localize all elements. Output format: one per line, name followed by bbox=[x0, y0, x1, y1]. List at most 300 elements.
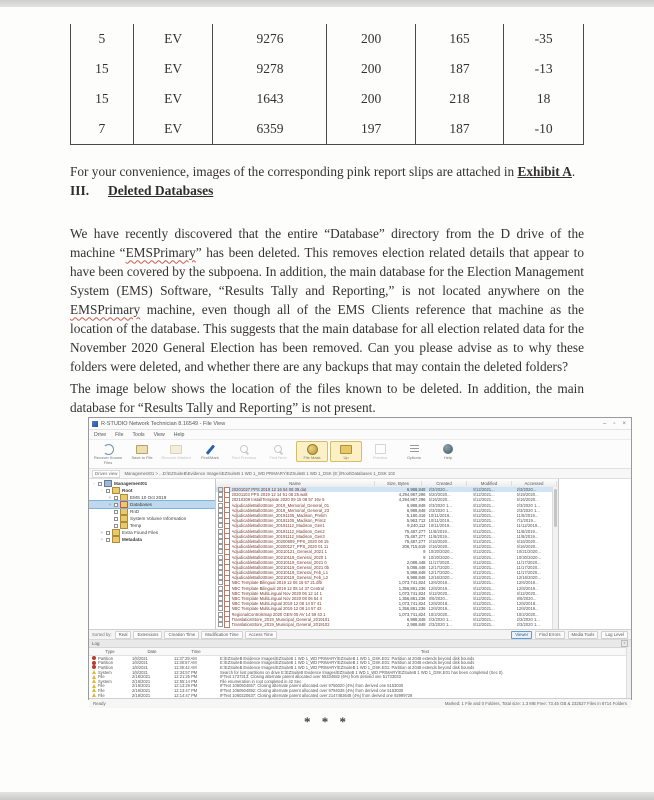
file-accessed: 2/3/2020 1... bbox=[516, 616, 540, 622]
file-name: AdjudicableBallotStore_2019_Memorial_General_01 bbox=[231, 502, 330, 508]
file-created: 12/17/2020... bbox=[428, 564, 453, 570]
file-size: 9,240,112 bbox=[407, 523, 426, 529]
toolbar-button-find-next[interactable] bbox=[262, 441, 294, 462]
file-modified: 4/12/2021... bbox=[472, 492, 495, 498]
log-col-text[interactable]: Text bbox=[421, 649, 429, 654]
magnifier-icon bbox=[238, 443, 250, 455]
table-row bbox=[71, 24, 584, 54]
file-name: AdjudicableBallotStore_20200609_PPS_2020 06 15 bbox=[231, 538, 329, 544]
file-modified: 4/12/2021... bbox=[472, 523, 495, 529]
status-bar bbox=[89, 699, 631, 708]
log-text: IFText 1737313: Closing alternate parent allocated over 55334682 (6%) from derived one 51733033 bbox=[220, 674, 401, 680]
file-name: AdjudicableBallotStore_20191112_Madison_Gen2 bbox=[231, 528, 325, 534]
file-modified: 4/12/2021... bbox=[472, 611, 495, 617]
sort-tab-creation-time[interactable]: Creation Time bbox=[164, 631, 199, 639]
tree-expander-icon[interactable]: + bbox=[100, 537, 104, 542]
table-cell: 165 bbox=[415, 24, 503, 54]
file-accessed: 2/3/2020 1... bbox=[516, 507, 540, 513]
emsprimary-token-1: EMSPrimary bbox=[125, 245, 196, 261]
tree-checkbox[interactable] bbox=[106, 531, 110, 535]
sort-tab-real[interactable]: Real bbox=[115, 631, 132, 639]
file-size: 4,294,967,296 bbox=[398, 492, 426, 498]
file-accessed: 5/16/2020... bbox=[516, 497, 539, 503]
file-created: 10/2/2020... bbox=[428, 611, 451, 617]
folder-tree-pane bbox=[89, 479, 216, 629]
file-size: 6,988,848 bbox=[406, 575, 426, 581]
tree-item-label: Temp bbox=[130, 523, 142, 528]
tree-checkbox[interactable] bbox=[98, 482, 102, 486]
file-size: 1,356,861,236 bbox=[398, 596, 426, 602]
toolbar-button-preview[interactable] bbox=[364, 441, 396, 462]
warning-icon bbox=[92, 684, 96, 688]
file-modified: 4/12/2021... bbox=[472, 570, 495, 576]
file-size: 1,073,741,824 bbox=[398, 580, 426, 586]
sort-tab-access-time[interactable]: Access Time bbox=[245, 631, 277, 639]
file-modified: 4/12/2021... bbox=[472, 497, 495, 503]
table-cell: 6359 bbox=[213, 114, 327, 145]
folder-icon bbox=[120, 494, 128, 501]
panel-icon bbox=[374, 443, 386, 455]
warning-icon bbox=[92, 670, 96, 674]
file-name: AdjudicableBallotStore_2019_Memorial_General_23 bbox=[231, 507, 330, 513]
filter-chip-log-level[interactable]: Log Level bbox=[601, 631, 628, 639]
table-cell: 5 bbox=[98, 31, 106, 46]
tree-checkbox[interactable] bbox=[114, 496, 118, 500]
file-accessed: 6/16/2020... bbox=[516, 544, 539, 550]
table-row bbox=[71, 54, 584, 84]
file-name: RegionalControlsmap 2020 GEN 05 AV 14 59 43 1 bbox=[231, 611, 326, 617]
log-time: 12:21:25 PM bbox=[174, 674, 198, 680]
tree-expander-icon[interactable]: + bbox=[108, 502, 112, 507]
log-col-time[interactable]: Time bbox=[191, 649, 201, 654]
folder-icon bbox=[120, 515, 128, 522]
refresh-icon bbox=[102, 443, 114, 455]
file-name: AdjudicableBallotStore_20191105_Madison_Prim2 bbox=[231, 518, 326, 524]
file-row[interactable] bbox=[216, 622, 553, 627]
file-modified: 4/12/2021... bbox=[472, 544, 495, 550]
toolbar-button-find-previous[interactable] bbox=[228, 441, 260, 462]
menu-item-file[interactable]: File bbox=[115, 431, 124, 438]
log-type: Partition bbox=[98, 655, 114, 661]
file-modified: 4/12/2021... bbox=[472, 487, 495, 493]
file-modified: 4/12/2021... bbox=[472, 616, 495, 622]
log-scrollbar[interactable] bbox=[626, 647, 631, 698]
file-accessed: 2/3/2020 1... bbox=[516, 502, 540, 508]
file-name: 20201027 PPS 2019 12 16 54 08 39.dat bbox=[231, 487, 307, 493]
file-created: 12/16/2020... bbox=[428, 575, 453, 581]
minimize-icon[interactable]: – bbox=[603, 420, 607, 427]
tree-item-extra-found-files[interactable] bbox=[89, 529, 215, 536]
file-modified: 4/12/2021... bbox=[472, 621, 495, 627]
file-accessed: 11/17/2020... bbox=[516, 564, 541, 570]
file-name: AdjudicableBallotStore_20210119_General_Feb_L2 bbox=[231, 575, 329, 581]
main-paragraph-part1: We have recently discovered that the entire “Database” directory from the D drive of the machine “ bbox=[70, 226, 584, 261]
file-name: AdjudicableBallotStore_20210119_General_Feb_L1 bbox=[231, 570, 329, 576]
menu-item-view[interactable]: View bbox=[153, 431, 165, 438]
file-name: NBC Template MultiLingual 2019 12 08 14 57 41 bbox=[231, 601, 322, 607]
tree-checkbox[interactable] bbox=[106, 489, 110, 493]
log-date: 2/19/2021 bbox=[132, 683, 151, 689]
scan-edge-bottom bbox=[0, 792, 654, 800]
app-title-bar bbox=[89, 418, 631, 430]
log-type: File bbox=[98, 687, 105, 693]
toolbar-button-label: Recover Known Files bbox=[93, 455, 123, 465]
tree-checkbox[interactable] bbox=[114, 524, 118, 528]
toolbar-button-help[interactable] bbox=[432, 441, 464, 462]
log-time: 11:39:42 AM bbox=[174, 664, 197, 670]
file-accessed: 2/3/2020... bbox=[516, 487, 537, 493]
log-type: Partition bbox=[98, 664, 114, 670]
results-table bbox=[70, 24, 584, 145]
file-modified: 4/12/2021... bbox=[472, 606, 495, 612]
exhibit-text-pre: For your convenience, images of the corresponding pink report slips are attached in bbox=[70, 164, 518, 180]
sort-tab-modification-time[interactable]: Modification Time bbox=[201, 631, 242, 639]
file-modified: 4/12/2021... bbox=[472, 528, 495, 534]
tree-item-label: Root bbox=[122, 488, 133, 493]
folder-open-icon bbox=[340, 443, 352, 455]
file-created: 12/8/2019... bbox=[428, 585, 451, 591]
tree-checkbox[interactable] bbox=[114, 503, 118, 507]
sorted-by-strip bbox=[89, 630, 631, 640]
toolbar-button-label: Preview bbox=[372, 455, 388, 460]
toolbar-button-recover-marked[interactable] bbox=[160, 441, 192, 462]
table-cell: 187 bbox=[415, 114, 503, 145]
menu-item-help[interactable]: Help bbox=[173, 431, 185, 438]
table-cell: -10 bbox=[504, 114, 584, 145]
path-bar bbox=[89, 469, 631, 479]
file-name: NBC Template MultiLingual 2019 12 08 14 57 42 bbox=[231, 606, 322, 612]
file-checkbox[interactable] bbox=[218, 622, 223, 627]
log-time: 12:14:47 PM bbox=[174, 692, 198, 698]
log-rows bbox=[89, 656, 631, 697]
filter-chip-media-tools[interactable]: Media Tools bbox=[568, 631, 599, 639]
log-date: 1/8/2021 bbox=[132, 655, 148, 661]
grid-icon bbox=[408, 443, 420, 455]
toolbar-button-find-mark[interactable] bbox=[194, 441, 226, 462]
log-time: 11:37:29 AM bbox=[174, 655, 197, 661]
file-name: AdjudicableBallotStore_20191112_Madison_Gen3 bbox=[231, 533, 325, 539]
file-size: 75,487,277 bbox=[404, 538, 426, 544]
toolbar-button-label: Find/Mark bbox=[201, 455, 219, 460]
log-text: E:\EZSuiteB Evidence Images\EZSuiteB 1 WD 1_WD PRIMARY\EZSuiteB 1 WD 1_DSK.E01: Partition at 2048 extends beyond disk bounds bbox=[220, 664, 475, 670]
log-text: IFText 1060220637: Closing alternate parent allocated over 2147483648 (4%) from derived one 92999729 bbox=[220, 692, 413, 698]
table-cell: EV bbox=[133, 54, 213, 84]
log-time: 11:38:57 AM bbox=[174, 660, 197, 666]
log-close-icon[interactable]: x bbox=[621, 640, 628, 647]
app-icon bbox=[92, 421, 98, 427]
file-created: 2/3/2020 1... bbox=[428, 502, 452, 508]
file-created: 11/17/2020... bbox=[428, 559, 453, 565]
file-created: 2/3/2020 1... bbox=[428, 507, 452, 513]
file-size: 206,715,619 bbox=[402, 544, 426, 550]
file-list-scrollbar[interactable] bbox=[552, 487, 558, 629]
tree-item-root[interactable] bbox=[89, 487, 215, 494]
file-created: 10/11/2019... bbox=[428, 518, 453, 524]
table-cell: 15 bbox=[95, 91, 109, 106]
log-type: System bbox=[98, 669, 112, 675]
table-cell: 200 bbox=[327, 84, 415, 114]
tree-item-label: System Volume Information bbox=[130, 516, 187, 521]
tree-item-label: EMS 10 Oct 2019 bbox=[130, 495, 167, 500]
table-row bbox=[71, 84, 584, 114]
file-accessed: 11/12/2019... bbox=[516, 523, 541, 529]
log-time: 12:13:29 PM bbox=[174, 683, 198, 689]
file-col-size-bytes[interactable]: Size, Bytes bbox=[375, 481, 422, 486]
file-created: 12/6/2019... bbox=[428, 580, 451, 586]
file-accessed: 8/6/2020... bbox=[516, 596, 537, 602]
file-name: NBC Template MultiLingual Nov 2020 06 12 14 1 bbox=[231, 590, 322, 596]
file-modified: 4/12/2021... bbox=[472, 596, 495, 602]
tree-expander-icon[interactable]: + bbox=[100, 530, 104, 535]
file-modified: 4/12/2021... bbox=[472, 575, 495, 581]
toolbar-button-label: Find Previous bbox=[231, 455, 257, 460]
file-accessed: 5/19/2020... bbox=[516, 492, 539, 498]
table-cell: 197 bbox=[327, 114, 415, 145]
file-name: AdjudicableBallotStore_20210119_General_2020 1 bbox=[231, 554, 327, 560]
log-type: File bbox=[98, 683, 105, 689]
filter-chip-find-errors[interactable]: Find Errors bbox=[535, 631, 564, 639]
error-icon bbox=[92, 661, 96, 665]
toolbar-button-label: Find Next bbox=[269, 455, 287, 460]
file-size: 9 bbox=[423, 554, 426, 560]
coin-icon bbox=[306, 443, 318, 455]
file-accessed: 7/1/2019... bbox=[516, 518, 537, 524]
file-created: 2/3/2020... bbox=[428, 487, 449, 493]
file-col-accessed[interactable]: Accessed bbox=[512, 481, 557, 486]
table-cell: EV bbox=[133, 114, 213, 145]
folder-icon bbox=[112, 536, 120, 543]
file-created: 11/8/2019... bbox=[428, 533, 451, 539]
menu-item-drive[interactable]: Drive bbox=[94, 431, 107, 438]
case-icon bbox=[104, 480, 112, 487]
table-cell: -35 bbox=[504, 24, 584, 54]
file-accessed: 6/12/2020... bbox=[516, 590, 539, 596]
toolbar-button-label: Help bbox=[443, 455, 453, 460]
file-accessed: 11/17/2020... bbox=[516, 559, 541, 565]
file-name: 20210309 InstallTemplate 2020 09 15 08 57 16v 5 bbox=[231, 497, 325, 503]
table-cell: 9276 bbox=[213, 24, 327, 54]
log-row[interactable] bbox=[89, 693, 631, 698]
file-created: 2/3/2020 1... bbox=[428, 621, 452, 627]
folder-up-icon bbox=[136, 443, 148, 455]
warning-icon bbox=[92, 693, 96, 697]
file-size: 2,088,448 bbox=[406, 559, 426, 565]
file-size: 5,088,448 bbox=[406, 564, 426, 570]
file-created: 2/3/2020 1... bbox=[428, 616, 452, 622]
file-name: TranslationStore_2019_Municipal_General_2019101 bbox=[231, 616, 330, 622]
file-size: 9 bbox=[423, 549, 426, 555]
maximize-icon[interactable]: ▫ bbox=[613, 420, 616, 427]
exhibit-paragraph bbox=[70, 162, 584, 181]
file-accessed: 12/8/2019... bbox=[516, 601, 539, 607]
table-cell: 18 bbox=[504, 84, 584, 114]
log-title-bar bbox=[89, 640, 631, 648]
sorted-by-label: Sorted by: bbox=[92, 632, 112, 637]
file-modified: 4/12/2021... bbox=[472, 580, 495, 586]
breadcrumb-path[interactable]: Management01 > ...D:\EZSuiteB\Evidence Images\EZSuiteB 1 WD 1_WD PRIMARY\EZSuiteB 1 WD 1_DSK (E:)\Root\Databases 1_DSK 102 bbox=[124, 471, 396, 476]
menu-item-tools[interactable]: Tools bbox=[132, 431, 145, 438]
file-col-modified[interactable]: Modified bbox=[467, 481, 512, 486]
toolbar-button-up[interactable] bbox=[330, 441, 362, 462]
log-type: Partition bbox=[98, 660, 114, 666]
file-accessed: 11/8/2019... bbox=[516, 528, 539, 534]
file-size: 1,073,741,824 bbox=[398, 590, 426, 596]
tree-item-label: RnD bbox=[130, 509, 140, 514]
image-caption-paragraph: The image below shows the location of the files known to be deleted. In addition, the main database for “Results Tally and Reporting” is not present. bbox=[70, 381, 584, 416]
tree-item-metadata[interactable] bbox=[89, 536, 215, 543]
tree-checkbox[interactable] bbox=[106, 538, 110, 542]
warning-icon bbox=[92, 679, 96, 683]
toolbar-button-label: Save to File bbox=[131, 455, 153, 460]
file-modified: 4/12/2021... bbox=[472, 585, 495, 591]
file-accessed: 12/6/2019... bbox=[516, 580, 539, 586]
file-size: 4,294,967,296 bbox=[398, 497, 426, 503]
log-text: E:\EZSuiteB Evidence Images\EZSuiteB 1 WD 1_WD PRIMARY\EZSuiteB 1 WD 1_DSK.E01: Partition at 2048 extends beyond disk bounds bbox=[220, 660, 475, 666]
file-size: 1,356,861,236 bbox=[398, 585, 426, 591]
toolbar bbox=[89, 440, 631, 469]
file-created: 11/8/2019... bbox=[428, 528, 451, 534]
status-summary: Marked: 1 File and 0 Folders, Total size: 1.3 MB Free: 73.45 GB & 232527 Files in 8714 Folders bbox=[444, 701, 627, 706]
exhibit-text-post: . bbox=[571, 164, 576, 180]
toolbar-button-options[interactable] bbox=[398, 441, 430, 462]
file-modified: 4/12/2021... bbox=[472, 513, 495, 519]
toolbar-button-file-mask[interactable] bbox=[296, 441, 328, 462]
file-size: 1,073,741,824 bbox=[398, 601, 426, 607]
tree-item-label: Databases bbox=[130, 502, 152, 507]
log-col-date[interactable]: Date bbox=[147, 649, 157, 654]
table-row bbox=[71, 114, 584, 145]
file-col-name[interactable]: Name bbox=[216, 481, 375, 486]
tree-expander-icon[interactable]: - bbox=[93, 481, 95, 486]
log-header bbox=[89, 648, 631, 656]
section-title: Deleted Databases bbox=[108, 183, 214, 198]
tree-item-ems-10-oct-2019[interactable] bbox=[89, 494, 215, 501]
file-name: AdjudicableBallotStore_20210119_General_2021 0 bbox=[231, 559, 327, 565]
log-date: 2/18/2021 bbox=[132, 678, 151, 684]
file-name: NBC Template Bilingual 2019 12 06 16 57 21.dfb bbox=[231, 580, 322, 586]
file-name: AdjudicableBallotStore_20200127_PPS_2020 01 11 bbox=[231, 544, 329, 550]
file-accessed: 12/16/2020... bbox=[516, 575, 541, 581]
log-date: 1/8/2021 bbox=[132, 660, 148, 666]
log-date: 2/18/2021 bbox=[132, 674, 151, 680]
tree-expander-icon[interactable]: - bbox=[101, 488, 103, 493]
section-break-asterisks: * * * bbox=[304, 714, 350, 729]
log-date: 2/19/2021 bbox=[132, 692, 151, 698]
empty-pane bbox=[559, 479, 631, 629]
drives-view-label[interactable]: Drives view bbox=[92, 470, 120, 478]
tree-checkbox[interactable] bbox=[114, 510, 118, 514]
tree-item-temp[interactable] bbox=[89, 522, 215, 529]
file-modified: 4/12/2021... bbox=[472, 518, 495, 524]
tree-item-system-volume-information[interactable] bbox=[89, 515, 215, 522]
embedded-app-window bbox=[88, 417, 632, 706]
globe-icon bbox=[442, 443, 454, 455]
file-accessed: 12/8/2019... bbox=[516, 585, 539, 591]
file-modified: 4/12/2021... bbox=[472, 502, 495, 508]
file-size: 5,988,848 bbox=[406, 570, 426, 576]
file-accessed: 12/8/2019... bbox=[516, 606, 539, 612]
table-cell: EV bbox=[133, 24, 213, 54]
file-list-pane bbox=[216, 479, 559, 629]
file-modified: 4/12/2021... bbox=[472, 549, 495, 555]
tree-item-rnd[interactable] bbox=[89, 508, 215, 515]
log-col-type[interactable]: Type bbox=[105, 649, 115, 654]
file-size: 2,988,848 bbox=[406, 621, 426, 627]
file-size: 5,180,416 bbox=[406, 513, 426, 519]
file-size: 1,073,741,824 bbox=[398, 611, 426, 617]
table-cell: 218 bbox=[415, 84, 503, 114]
file-name: NBC Template MultiLingual Nov 2020 08 06 54 4 bbox=[231, 596, 322, 602]
log-date: 1/8/2021 bbox=[132, 664, 148, 670]
file-created: 12/8/2019... bbox=[428, 606, 451, 612]
log-type: File bbox=[98, 692, 105, 698]
folder-icon bbox=[120, 522, 128, 529]
table-cell: EV bbox=[133, 84, 213, 114]
section-number: III. bbox=[70, 183, 90, 198]
status-ready: Ready bbox=[93, 701, 106, 706]
file-created: 2/16/2020... bbox=[428, 544, 451, 550]
magnifier-icon bbox=[272, 443, 284, 455]
tree-item-label: Metadata bbox=[122, 537, 142, 542]
file-accessed: 10/21/2020... bbox=[516, 549, 541, 555]
file-size: 6,988,848 bbox=[406, 502, 426, 508]
main-paragraph-part2: ” has been deleted. This removes election related details that appear to have been covered by the subpoena. In addition, the main database for the Election Management System (EMS) Software, “Results Tally and Reporting,” is not located anywhere on the bbox=[70, 245, 585, 299]
tree-item-label: Management01 bbox=[114, 481, 148, 486]
filter-chip-viewer[interactable]: Viewer bbox=[511, 631, 532, 639]
tree-item-databases[interactable] bbox=[89, 501, 215, 508]
tree-checkbox[interactable] bbox=[114, 517, 118, 521]
file-created: 12/17/2020... bbox=[428, 570, 453, 576]
file-size: 1,356,861,236 bbox=[398, 606, 426, 612]
file-accessed: 11/17/2020... bbox=[516, 570, 541, 576]
log-type: File bbox=[98, 674, 105, 680]
toolbar-button-recover-known-files[interactable] bbox=[92, 441, 124, 466]
tree-item-management01[interactable] bbox=[89, 480, 215, 487]
file-name: NBC Template Bilingual 2019 12 08 14 37 Central bbox=[231, 585, 324, 591]
sort-tab-extensions[interactable]: Extensions bbox=[133, 631, 162, 639]
table-cell: 7 bbox=[98, 121, 106, 136]
file-accessed: 11/8/2019... bbox=[516, 533, 539, 539]
file-accessed: 11/5/2019... bbox=[516, 513, 539, 519]
table-cell: 200 bbox=[327, 24, 415, 54]
file-name: AdjudicableBallotStore_20210119_General_2021 0b bbox=[231, 564, 329, 570]
log-type: System bbox=[98, 678, 112, 684]
file-accessed: 10/30/2020... bbox=[516, 554, 541, 560]
toolbar-button-label: File Mask bbox=[303, 455, 321, 460]
app-title: R-STUDIO Network Technician 8.16549 - File View bbox=[101, 420, 226, 427]
file-created: 5/16/2020... bbox=[428, 497, 451, 503]
table-cell: -13 bbox=[504, 54, 584, 84]
log-date: 1/8/2021 bbox=[132, 669, 148, 675]
tree-item-label: Extra Found Files bbox=[122, 530, 158, 535]
file-accessed: 2/3/2020 1... bbox=[516, 621, 540, 627]
log-text: File enumeration in root completed in 42 Sec bbox=[220, 678, 302, 684]
file-created: 8/6/2020... bbox=[428, 596, 449, 602]
file-created: 2/16/2020... bbox=[428, 538, 451, 544]
file-col-created[interactable]: Created bbox=[422, 481, 467, 486]
table-cell: 187 bbox=[415, 54, 503, 84]
table-cell: 1643 bbox=[213, 84, 327, 114]
close-icon[interactable]: × bbox=[622, 420, 626, 427]
warning-icon bbox=[92, 688, 96, 692]
toolbar-button-save-to-file[interactable] bbox=[126, 441, 158, 462]
toolbar-button-label: Recover Marked bbox=[161, 455, 191, 460]
table-cell: 9278 bbox=[213, 54, 327, 84]
log-time: 12:34:57 PM bbox=[174, 669, 198, 675]
file-accessed: 6/16/2020... bbox=[516, 538, 539, 544]
tree-expander-icon[interactable]: + bbox=[108, 495, 112, 500]
log-pane bbox=[89, 640, 631, 699]
